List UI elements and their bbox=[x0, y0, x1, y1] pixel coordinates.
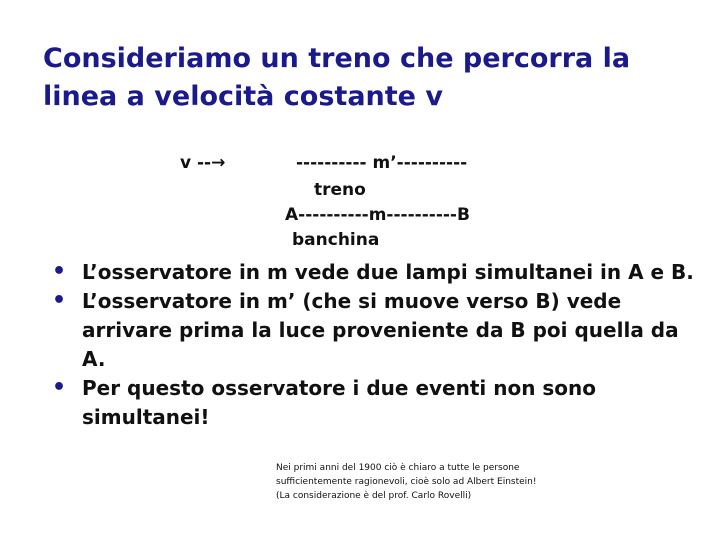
bullet-item bbox=[52, 374, 702, 432]
bullet-list bbox=[52, 258, 702, 432]
velocity-arrow: v --→ bbox=[180, 153, 226, 173]
title-line-2: linea a velocità costante v bbox=[43, 81, 443, 112]
train-row: ---------- m’---------- bbox=[296, 153, 468, 173]
bullet-item bbox=[52, 287, 702, 374]
footnote-line-2: sufficientemente ragionevoli, cioè solo ad Albert Einstein! bbox=[276, 477, 537, 487]
bullet-item bbox=[52, 258, 702, 287]
footnote-line-1: Nei primi anni del 1900 ciò è chiaro a tutte le persone bbox=[276, 463, 520, 473]
train-label: treno bbox=[314, 180, 366, 200]
bullet-dot-icon: • bbox=[52, 288, 67, 313]
slide-title bbox=[43, 40, 703, 116]
bullet-dot-icon: • bbox=[52, 375, 67, 400]
bullet-text: L’osservatore in m vede due lampi simultanei in A e B. bbox=[82, 260, 694, 284]
platform-row: A----------m----------B bbox=[285, 205, 470, 225]
bullet-dot-icon: • bbox=[52, 259, 67, 284]
bullet-text: L’osservatore in m’ (che si muove verso B) vede arrivare prima la luce proveniente da B poi quella da A. bbox=[82, 289, 679, 371]
bullet-text: Per questo osservatore i due eventi non sono simultanei! bbox=[82, 376, 597, 429]
footnote bbox=[276, 461, 606, 503]
footnote-line-3: (La considerazione è del prof. Carlo Rovelli) bbox=[276, 491, 472, 501]
title-line-1: Consideriamo un treno che percorra la bbox=[43, 43, 631, 74]
platform-label: banchina bbox=[292, 230, 380, 250]
